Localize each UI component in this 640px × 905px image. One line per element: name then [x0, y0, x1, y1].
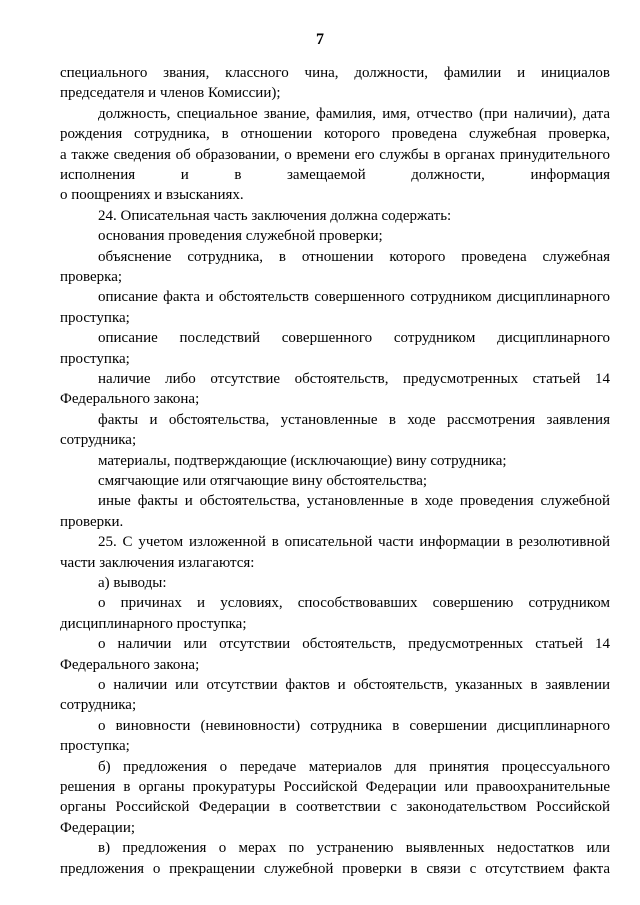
text-line: о поощрениях и взысканиях. — [60, 187, 244, 204]
text-line: должность, специальное звание, фамилия, имя, отчество (при наличии), дата — [98, 105, 610, 122]
text-line: Федерального закона; — [60, 656, 200, 673]
page-number: 7 — [316, 31, 324, 48]
text-line: проступка; — [60, 309, 130, 326]
text-line: рождения сотрудника, в отношении которого проведена служебная проверка, — [60, 126, 610, 143]
text-line: части заключения излагаются: — [60, 554, 255, 571]
text-line: исполнения и в замещаемой должности, информация — [60, 167, 610, 183]
text-line: наличие либо отсутствие обстоятельств, предусмотренных статьей 14 — [98, 371, 610, 387]
text-line: описание последствий совершенного сотрудником дисциплинарного — [98, 330, 610, 347]
text-line: материалы, подтверждающие (исключающие) вину сотрудника; — [98, 452, 507, 469]
text-line: иные факты и обстоятельства, установленные в ходе проведения служебной — [98, 493, 610, 510]
text-line: описание факта и обстоятельств совершенного сотрудником дисциплинарного — [98, 289, 610, 306]
text-line: а также сведения об образовании, о времени его службы в органах принудительного — [60, 146, 610, 163]
text-line: проступка; — [60, 350, 130, 367]
text-line: в) предложения о мерах по устранению выявленных недостатков или — [98, 840, 610, 857]
text-line: 24. Описательная часть заключения должна содержать: — [98, 207, 452, 224]
text-line: о причинах и условиях, способствовавших совершению сотрудником — [98, 595, 610, 612]
text-line: предложения о прекращении служебной проверки в связи с отсутствием факта — [60, 860, 610, 877]
text-line: проступка; — [60, 738, 130, 755]
text-line: смягчающие или отягчающие вину обстоятельства; — [98, 473, 428, 489]
text-line: органы Российской Федерации в соответствии с законодательством Российской — [60, 799, 610, 816]
text-line: факты и обстоятельства, установленные в ходе рассмотрения заявления — [98, 411, 610, 428]
text-line: основания проведения служебной проверки; — [98, 228, 383, 245]
text-line: Федерации; — [60, 819, 136, 836]
text-line: о виновности (невиновности) сотрудника в совершении дисциплинарного — [98, 717, 610, 734]
text-line: Федерального закона; — [60, 391, 200, 408]
text-line: проверки. — [60, 513, 124, 530]
text-line: объяснение сотрудника, в отношении которого проведена служебная — [98, 248, 610, 265]
text-line: председателя и членов Комиссии); — [60, 85, 281, 102]
text-line: сотрудника; — [60, 697, 137, 714]
text-line: проверка; — [60, 269, 123, 285]
text-line: о наличии или отсутствии обстоятельств, предусмотренных статьей 14 — [98, 636, 610, 653]
text-line: а) выводы: — [98, 575, 167, 591]
text-line: б) предложения о передаче материалов для принятия процессуального — [98, 758, 610, 775]
text-line: 25. С учетом изложенной в описательной части информации в резолютивной — [98, 534, 610, 551]
text-line: сотрудника; — [60, 432, 137, 449]
text-line: специального звания, классного чина, должности, фамилии и инициалов — [60, 65, 610, 81]
text-line: решения в органы прокуратуры Российской Федерации или правоохранительные — [60, 779, 610, 795]
text-line: о наличии или отсутствии фактов и обстоятельств, указанных в заявлении — [98, 677, 610, 693]
text-line: дисциплинарного проступка; — [60, 615, 247, 632]
